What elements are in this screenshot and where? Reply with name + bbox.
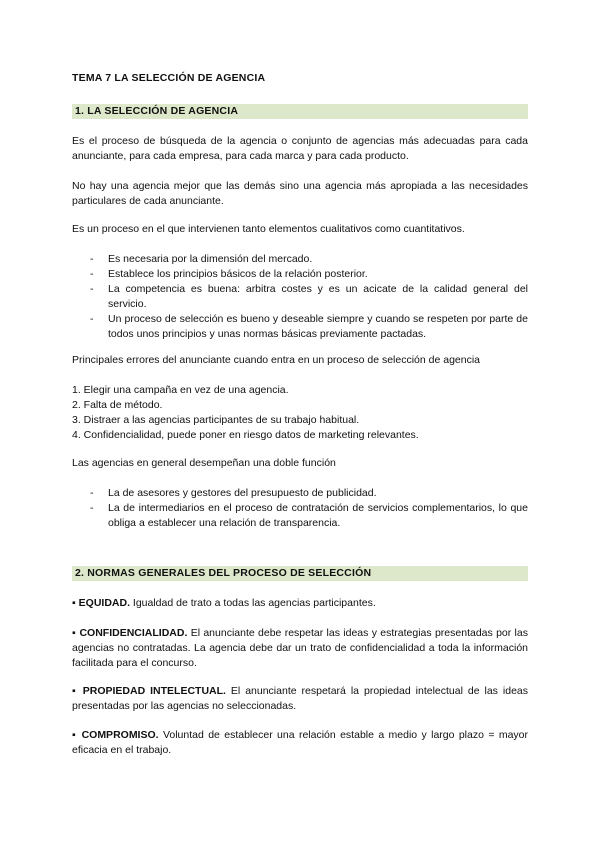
paragraph-no-best-agency: No hay una agencia mejor que las demás sino una agencia más apropiada a las necesidades particulares de cada anunciante.: [72, 180, 528, 207]
dash-bullet: -: [90, 253, 94, 265]
list-item: [90, 267, 528, 282]
norm-text: El anunciante debe respetar las ideas y estrategias presentadas por las agencias no contratadas. La agencia debe dar un trato de confidencialidad a toda la información facilitada para el concurso.: [72, 627, 528, 669]
document-title: TEMA 7 LA SELECCIÓN DE AGENCIA: [72, 72, 266, 84]
list-item-text: Es necesaria por la dimensión del mercado.: [108, 253, 313, 265]
dash-bullet: -: [90, 502, 94, 514]
paragraph-process-elements: Es un proceso en el que intervienen tanto elementos cualitativos como cuantitativos.: [72, 223, 465, 235]
list-item: [90, 282, 528, 312]
numbered-list-errors: [72, 383, 528, 443]
paragraph-double-function: Las agencias en general desempeñan una doble función: [72, 457, 336, 469]
square-bullet-icon: ▪: [72, 729, 78, 741]
dash-bullet: -: [90, 313, 94, 325]
norm-term: CONFIDENCIALIDAD.: [79, 627, 188, 639]
list-item-text: Establece los principios básicos de la relación posterior.: [108, 268, 368, 280]
norm-equidad: [72, 596, 528, 611]
norm-compromiso: [72, 728, 528, 758]
list-item-text: La de asesores y gestores del presupuesto de publicidad.: [108, 487, 377, 499]
square-bullet-icon: ▪: [72, 627, 77, 639]
list-item: [90, 312, 528, 342]
list-item: 3. Distraer a las agencias participantes de su trabajo habitual.: [72, 414, 360, 426]
norm-confidencialidad: [72, 626, 528, 671]
list-item: 2. Falta de método.: [72, 399, 163, 411]
paragraph-errors-intro: Principales errores del anunciante cuando entra en un proceso de selección de agencia: [72, 354, 481, 366]
norm-text: Igualdad de trato a todas las agencias participantes.: [130, 597, 376, 609]
norm-term: COMPROMISO.: [81, 729, 159, 741]
dash-bullet: -: [90, 283, 94, 295]
norm-text: El anunciante respetará la propiedad intelectual de las ideas presentadas por las agencias no seleccionadas.: [72, 685, 528, 712]
list-item: 4. Confidencialidad, puede poner en riesgo datos de marketing relevantes.: [72, 429, 419, 441]
dash-bullet: -: [90, 487, 94, 499]
list-item-text: La de intermediarios en el proceso de contratación de servicios complementarios, lo que obliga a establecer una relación de transparencia.: [108, 502, 528, 529]
norm-term: PROPIEDAD INTELECTUAL.: [82, 685, 226, 697]
norm-propiedad-intelectual: [72, 684, 528, 714]
square-bullet-icon: ▪: [72, 685, 78, 697]
paragraph-definition: Es el proceso de búsqueda de la agencia o conjunto de agencias más adecuadas para cada anunciante, para cada empresa, para cada marca y para cada producto.: [72, 135, 528, 162]
list-item: [90, 501, 528, 531]
dash-bullet: -: [90, 268, 94, 280]
norm-text: Voluntad de establecer una relación estable a medio y largo plazo = mayor eficacia en el trabajo.: [72, 729, 528, 756]
bullet-list-reasons: [90, 252, 528, 342]
list-item-text: La competencia es buena: arbitra costes y es un acicate de la calidad general del servicio.: [108, 283, 528, 310]
list-item: [90, 486, 528, 501]
list-item-text: Un proceso de selección es bueno y deseable siempre y cuando se respeten por parte de todos unos principios y unas normas básicas previamente pactadas.: [108, 313, 528, 340]
list-item: 1. Elegir una campaña en vez de una agencia.: [72, 384, 289, 396]
section-heading-1: [72, 104, 528, 119]
list-item: [90, 252, 528, 267]
bullet-list-functions: [90, 486, 528, 531]
section-heading-2: [72, 566, 528, 581]
section-heading-1-text: 1. LA SELECCIÓN DE AGENCIA: [75, 105, 239, 117]
norm-term: EQUIDAD.: [78, 597, 130, 609]
section-heading-2-text: 2. NORMAS GENERALES DEL PROCESO DE SELECCIÓN: [75, 567, 372, 579]
square-bullet-icon: ▪: [72, 597, 76, 609]
